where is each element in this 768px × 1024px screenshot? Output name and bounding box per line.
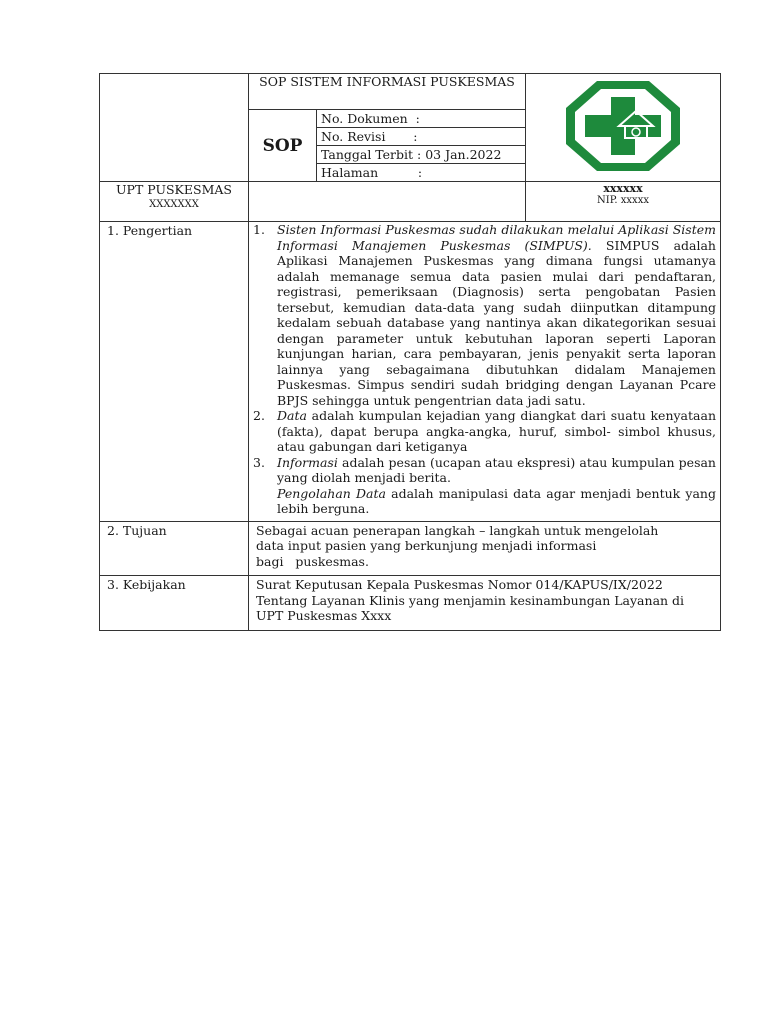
tujuan-line: data input pasien yang berkunjung menjadi informasi	[256, 538, 597, 553]
item-number: 3.	[253, 454, 265, 470]
meta-halaman: Halaman :	[321, 165, 423, 180]
item-term: Data	[277, 408, 307, 423]
list-item	[253, 455, 716, 486]
blank-cell-2	[249, 182, 526, 222]
signature-cell	[526, 182, 721, 222]
meta-no-dokumen: No. Dokumen :	[317, 110, 525, 128]
sop-table	[99, 73, 721, 631]
sop-label: SOP	[249, 110, 317, 181]
definition-list	[253, 222, 716, 517]
kebijakan-line: Tentang Layanan Klinis yang menjamin kesinambungan Layanan di	[256, 592, 685, 608]
section-content-tujuan	[249, 521, 721, 576]
section-label-tujuan: 2. Tujuan	[100, 521, 249, 576]
sop-meta-cell	[249, 110, 526, 182]
meta-no-revisi: No. Revisi :	[317, 128, 525, 146]
tujuan-line: bagi puskesmas.	[256, 553, 369, 569]
item-term: Informasi	[277, 454, 338, 470]
logo-cell	[526, 74, 721, 182]
item-term: Pengolahan Data	[277, 485, 386, 501]
item-text: adalah pesan (ucapan atau ekspresi) atau kumpulan pesan yang diolah menjadi berita.	[277, 454, 716, 485]
document-meta	[317, 110, 525, 181]
unit-name: XXXXXXX	[149, 199, 199, 210]
document-title: SOP SISTEM INFORMASI PUSKESMAS	[249, 74, 526, 110]
item-text: SIMPUS adalah Aplikasi Manajemen Puskesmas yang dimana fungsi utamanya adalah memanage semua data pasien mulai dari pendaftaran, registrasi, pemeriksaan (Diagnosis) serta pengobatan Pasien tersebut, kemudian data-data yang sudah diinputkan ditampung kedalam sebuah database yang nantinya akan dikategorikan sesuai dengan parameter untuk kebutuhan laporan seperti Laporan kunjungan harian, cara pembayaran, jenis penyakit serta laporan lainnya yang sebagaimana dibutuhkan didalam Manajemen Puskesmas. Simpus sendiri sudah bridging dengan Layanan Pcare BPJS sehingga untuk pengentrian data jadi satu.	[277, 237, 716, 408]
item-number: 2.	[253, 408, 265, 423]
unit-cell	[100, 182, 249, 222]
signer-name: xxxxxx	[603, 182, 643, 195]
blank-cell	[100, 74, 249, 182]
item-text: adalah manipulasi data agar menjadi bentuk yang lebih berguna.	[277, 485, 716, 516]
kebijakan-line: Surat Keputusan Kepala Puskesmas Nomor 014/KAPUS/IX/2022	[256, 577, 663, 592]
section-label-kebijakan: 3. Kebijakan	[100, 576, 249, 631]
puskesmas-logo-icon	[563, 78, 683, 174]
meta-tanggal-terbit: Tanggal Terbit : 03 Jan.2022	[317, 146, 525, 164]
section-content-kebijakan	[249, 576, 721, 631]
item-term: Sisten Informasi Puskesmas sudah dilakukan melalui Aplikasi Sistem Informasi Manajemen Puskesmas (SIMPUS).	[277, 222, 716, 253]
section-label-pengertian: 1. Pengertian	[100, 222, 249, 522]
signer-nip: NIP. xxxxx	[597, 195, 649, 206]
section-content-pengertian	[249, 222, 721, 522]
unit-label: UPT PUSKESMAS	[116, 182, 232, 197]
kebijakan-line: UPT Puskesmas Xxxx	[256, 608, 392, 623]
list-item	[253, 222, 716, 408]
list-item	[253, 408, 716, 455]
tujuan-line: Sebagai acuan penerapan langkah – langkah untuk mengelolah	[256, 522, 659, 538]
list-item	[253, 486, 716, 517]
sop-document	[99, 73, 720, 631]
item-number: 1.	[253, 222, 265, 237]
item-text: adalah kumpulan kejadian yang diangkat dari suatu kenyataan (fakta), dapat berupa angka-angka, huruf, simbol- simbol khusus, atau gabungan dari ketiganya	[277, 408, 716, 454]
